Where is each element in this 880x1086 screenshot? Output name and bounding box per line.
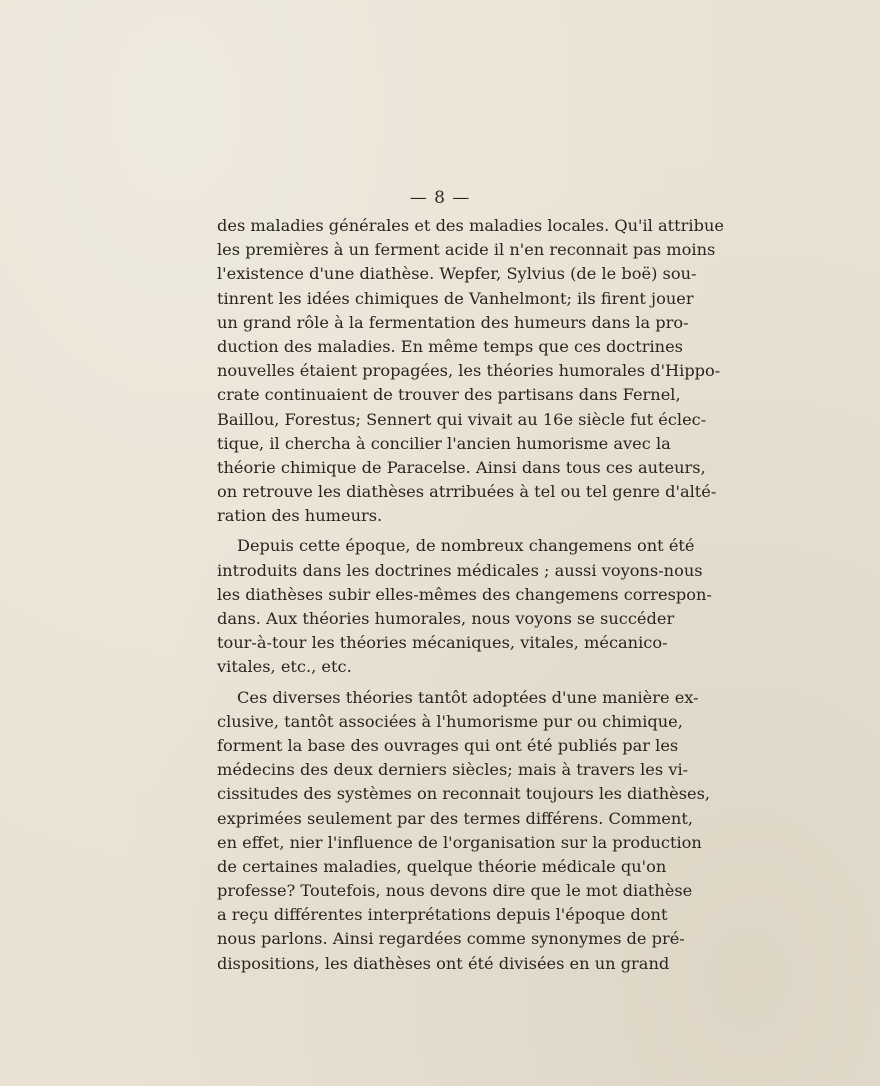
text-line: on retrouve les diathèses atrribuées à tel ou tel genre d'alté- (217, 482, 717, 502)
text-line: cissitudes des systèmes on reconnait toujours les diathèses, (217, 784, 711, 804)
text-line: en effet, nier l'influence de l'organisation sur la production (217, 832, 702, 852)
text-line: les premières à un ferment acide il n'en reconnait pas moins (217, 240, 716, 260)
paragraph-1 (217, 214, 724, 528)
text-line: professe? Toutefois, nous devons dire que le mot diathèse (217, 881, 693, 901)
paragraph-2 (217, 534, 712, 679)
text-line: forment la base des ouvrages qui ont été publiés par les (217, 735, 679, 755)
text-line: les diathèses subir elles-mêmes des changemens correspon- (217, 584, 712, 604)
body-text (217, 214, 724, 976)
text-line: crate continuaient de trouver des partisans dans Fernel, (217, 385, 681, 405)
text-line: des maladies générales et des maladies locales. Qu'il attribue (217, 216, 724, 235)
text-line: tinrent les idées chimiques de Vanhelmont; ils firent jouer (217, 288, 694, 308)
text-line: l'existence d'une diathèse. Wepfer, Sylvius (de le boë) sou- (217, 264, 697, 284)
text-line: duction des maladies. En même temps que ces doctrines (217, 336, 683, 356)
text-line: théorie chimique de Paracelse. Ainsi dans tous ces auteurs, (217, 457, 706, 477)
text-line: Baillou, Forestus; Sennert qui vivait au 16e siècle fut éclec- (217, 409, 707, 429)
text-line: ration des humeurs. (217, 506, 383, 526)
text-line: nous parlons. Ainsi regardées comme synonymes de pré- (217, 929, 685, 949)
paragraph-3 (217, 686, 711, 976)
text-line: introduits dans les doctrines médicales ; aussi voyons-nous (217, 560, 703, 580)
text-line: dispositions, les diathèses ont été divisées en un grand (217, 953, 670, 973)
text-line: médecins des deux derniers siècles; mais à travers les vi- (217, 760, 689, 780)
page-number: — 8 — (409, 188, 471, 208)
text-line: dans. Aux théories humorales, nous voyons se succéder (217, 609, 675, 628)
text-line: tour-à-tour les théories mécaniques, vitales, mécanico- (217, 633, 668, 653)
text-line: a reçu différentes interprétations depuis l'époque dont (217, 905, 668, 925)
text-line: Depuis cette époque, de nombreux changemens ont été (237, 536, 695, 556)
text-line: exprimées seulement par des termes différens. Comment, (217, 808, 693, 828)
text-line: de certaines maladies, quelque théorie médicale qu'on (217, 856, 667, 876)
text-line: un grand rôle à la fermentation des humeurs dans la pro- (217, 312, 689, 332)
text-line: tique, il chercha à concilier l'ancien humorisme avec la (217, 433, 671, 453)
text-line: clusive, tantôt associées à l'humorisme pur ou chimique, (217, 711, 683, 731)
text-line: vitales, etc., etc. (217, 657, 352, 677)
text-line: nouvelles étaient propagées, les théories humorales d'Hippo- (217, 361, 721, 381)
text-line: Ces diverses théories tantôt adoptées d'une manière ex- (237, 687, 699, 707)
